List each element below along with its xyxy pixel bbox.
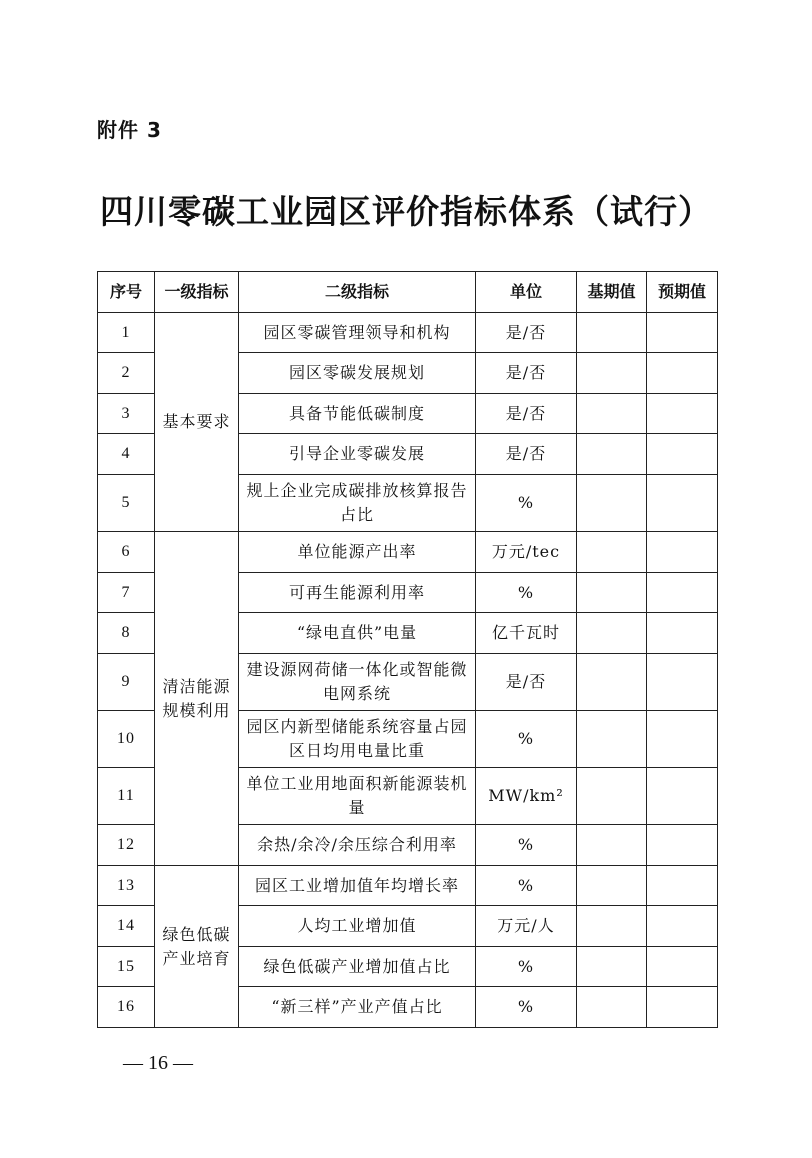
secondary-indicator-cell: 园区零碳发展规划: [239, 353, 476, 394]
primary-indicator-cell: 清洁能源规模利用: [155, 532, 239, 866]
base-value-cell: [577, 475, 647, 532]
secondary-indicator-cell: 园区工业增加值年均增长率: [239, 866, 476, 906]
base-value-cell: [577, 313, 647, 353]
base-value-cell: [577, 987, 647, 1028]
secondary-indicator-cell: 引导企业零碳发展: [239, 434, 476, 475]
secondary-indicator-cell: 单位能源产出率: [239, 532, 476, 573]
header-base-value: 基期值: [577, 272, 647, 313]
row-number: 14: [98, 906, 155, 947]
row-number: 9: [98, 654, 155, 711]
row-number: 8: [98, 613, 155, 654]
secondary-indicator-cell: “新三样”产业产值占比: [239, 987, 476, 1028]
expected-value-cell: [647, 313, 718, 353]
header-primary-indicator: 一级指标: [155, 272, 239, 313]
row-number: 6: [98, 532, 155, 573]
primary-indicator-cell: 绿色低碳产业培育: [155, 866, 239, 1028]
base-value-cell: [577, 613, 647, 654]
unit-cell: MW/km²: [476, 768, 577, 825]
base-value-cell: [577, 947, 647, 987]
page-number: — 16 —: [123, 1052, 193, 1074]
secondary-indicator-cell: 园区内新型储能系统容量占园区日均用电量比重: [239, 711, 476, 768]
secondary-indicator-cell: 人均工业增加值: [239, 906, 476, 947]
table-header-row: [98, 272, 718, 313]
row-number: 3: [98, 394, 155, 434]
unit-cell: 是/否: [476, 434, 577, 475]
unit-cell: 是/否: [476, 313, 577, 353]
row-number: 2: [98, 353, 155, 394]
secondary-indicator-cell: 规上企业完成碳排放核算报告占比: [239, 475, 476, 532]
expected-value-cell: [647, 434, 718, 475]
base-value-cell: [577, 353, 647, 394]
expected-value-cell: [647, 825, 718, 866]
expected-value-cell: [647, 394, 718, 434]
unit-cell: %: [476, 947, 577, 987]
secondary-indicator-cell: 绿色低碳产业增加值占比: [239, 947, 476, 987]
table-row: [98, 866, 718, 906]
expected-value-cell: [647, 573, 718, 613]
secondary-indicator-cell: “绿电直供”电量: [239, 613, 476, 654]
secondary-indicator-cell: 余热/余冷/余压综合利用率: [239, 825, 476, 866]
base-value-cell: [577, 768, 647, 825]
table-row: [98, 532, 718, 573]
unit-cell: %: [476, 573, 577, 613]
base-value-cell: [577, 906, 647, 947]
expected-value-cell: [647, 987, 718, 1028]
unit-cell: %: [476, 866, 577, 906]
base-value-cell: [577, 532, 647, 573]
row-number: 10: [98, 711, 155, 768]
indicator-table: [97, 271, 718, 1028]
row-number: 5: [98, 475, 155, 532]
row-number: 7: [98, 573, 155, 613]
expected-value-cell: [647, 768, 718, 825]
expected-value-cell: [647, 866, 718, 906]
row-number: 11: [98, 768, 155, 825]
header-secondary-indicator: 二级指标: [239, 272, 476, 313]
unit-cell: %: [476, 475, 577, 532]
header-serial-number: 序号: [98, 272, 155, 313]
expected-value-cell: [647, 475, 718, 532]
base-value-cell: [577, 573, 647, 613]
row-number: 4: [98, 434, 155, 475]
row-number: 12: [98, 825, 155, 866]
row-number: 1: [98, 313, 155, 353]
base-value-cell: [577, 394, 647, 434]
base-value-cell: [577, 866, 647, 906]
base-value-cell: [577, 825, 647, 866]
header-unit: 单位: [476, 272, 577, 313]
expected-value-cell: [647, 906, 718, 947]
unit-cell: 万元/tec: [476, 532, 577, 573]
expected-value-cell: [647, 532, 718, 573]
expected-value-cell: [647, 654, 718, 711]
base-value-cell: [577, 711, 647, 768]
expected-value-cell: [647, 711, 718, 768]
secondary-indicator-cell: 建设源网荷储一体化或智能微电网系统: [239, 654, 476, 711]
attachment-label: 附件 3: [97, 118, 162, 142]
unit-cell: 万元/人: [476, 906, 577, 947]
row-number: 13: [98, 866, 155, 906]
unit-cell: 是/否: [476, 654, 577, 711]
secondary-indicator-cell: 单位工业用地面积新能源装机量: [239, 768, 476, 825]
expected-value-cell: [647, 947, 718, 987]
secondary-indicator-cell: 具备节能低碳制度: [239, 394, 476, 434]
document-title: 四川零碳工业园区评价指标体系（试行）: [100, 192, 712, 231]
unit-cell: 是/否: [476, 394, 577, 434]
unit-cell: 亿千瓦时: [476, 613, 577, 654]
row-number: 16: [98, 987, 155, 1028]
base-value-cell: [577, 654, 647, 711]
row-number: 15: [98, 947, 155, 987]
expected-value-cell: [647, 613, 718, 654]
header-expected-value: 预期值: [647, 272, 718, 313]
unit-cell: %: [476, 987, 577, 1028]
unit-cell: 是/否: [476, 353, 577, 394]
secondary-indicator-cell: 可再生能源利用率: [239, 573, 476, 613]
base-value-cell: [577, 434, 647, 475]
unit-cell: %: [476, 711, 577, 768]
expected-value-cell: [647, 353, 718, 394]
primary-indicator-cell: 基本要求: [155, 313, 239, 532]
secondary-indicator-cell: 园区零碳管理领导和机构: [239, 313, 476, 353]
unit-cell: %: [476, 825, 577, 866]
table-row: [98, 313, 718, 353]
